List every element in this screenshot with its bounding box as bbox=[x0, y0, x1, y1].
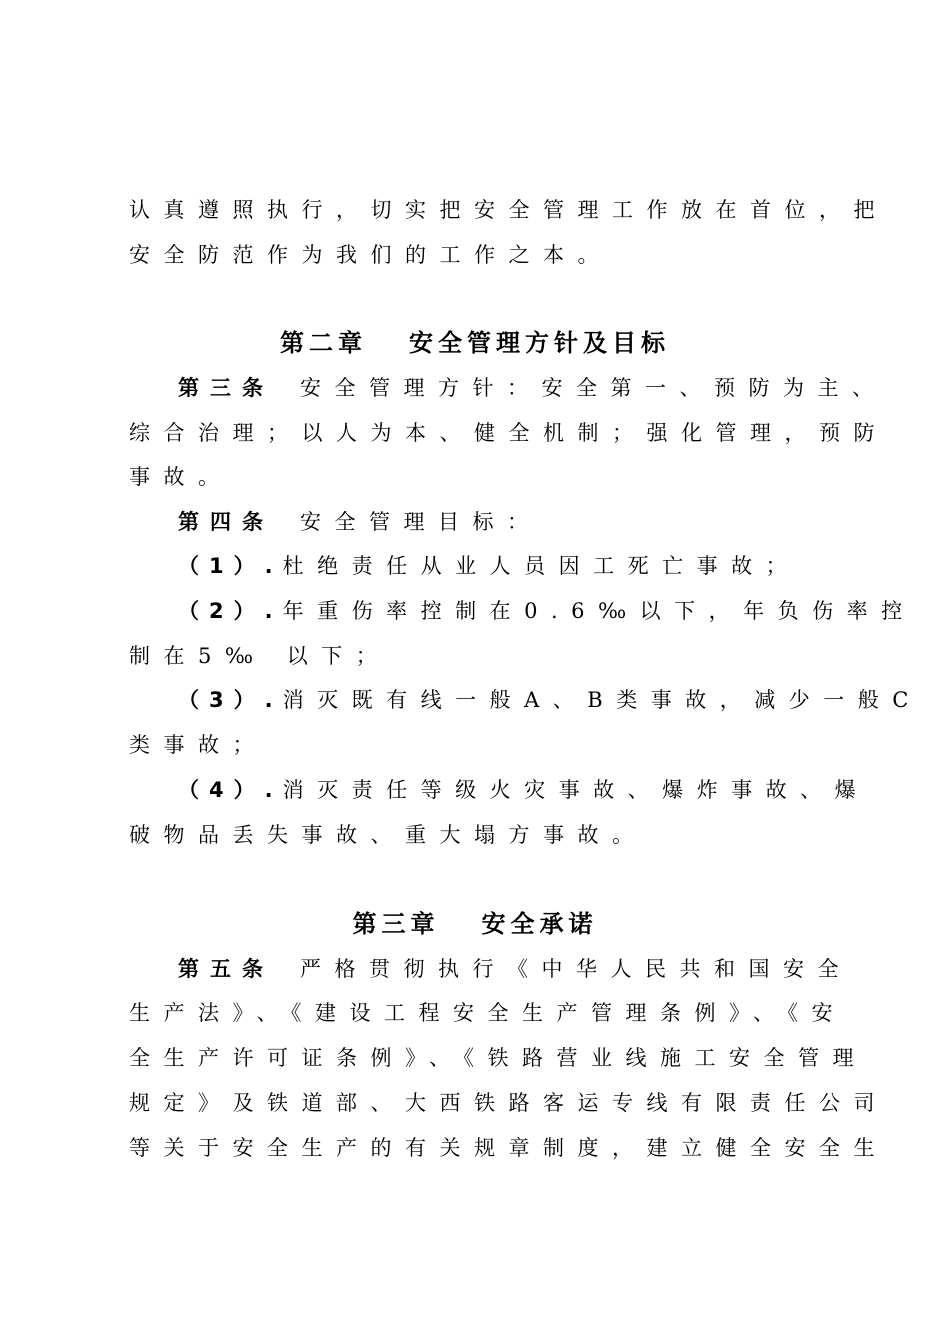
chapter-2-heading bbox=[0, 327, 950, 359]
chapter-2-number: 第二章 bbox=[280, 329, 367, 357]
goal-item-2-number: （2）. bbox=[178, 599, 283, 623]
chapter-3-title: 安全承诺 bbox=[481, 910, 598, 938]
goal-item-4-line-2: 破物品丢失事故、重大塌方事故。 bbox=[129, 823, 647, 847]
chapter-3-heading bbox=[0, 908, 950, 940]
article-4-text: 安全管理目标： bbox=[300, 510, 542, 534]
article-4-line-1 bbox=[178, 507, 878, 537]
intro-line-1: 认真遵照执行，切实把安全管理工作放在首位，把 bbox=[129, 198, 888, 222]
goal-item-1-number: （1）. bbox=[178, 554, 283, 578]
article-3-text-1: 安全管理方针：安全第一、预防为主、 bbox=[300, 376, 887, 400]
goal-item-2-line-2: 制在5‰ 以下； bbox=[129, 644, 391, 668]
article-5-text-1: 严格贯彻执行《中华人民共和国安全 bbox=[300, 957, 852, 981]
goal-item-4-number: （4）. bbox=[178, 778, 283, 802]
goal-item-1-text: 杜绝责任从业人员因工死亡事故； bbox=[282, 554, 801, 578]
article-3-line-3: 事故。 bbox=[129, 465, 233, 489]
goal-item-3 bbox=[178, 685, 922, 715]
chapter-2-title: 安全管理方针及目标 bbox=[409, 329, 670, 357]
article-5-line-3: 全生产许可证条例》、《铁路营业线施工安全管理 bbox=[129, 1046, 867, 1070]
article-3-label: 第三条 bbox=[178, 376, 274, 400]
goal-item-2-text-1: 年重伤率控制在0.6‰以下，年负伤率控 bbox=[282, 599, 916, 623]
goal-item-4 bbox=[178, 775, 878, 805]
goal-item-4-text-1: 消灭责任等级火灾事故、爆炸事故、爆 bbox=[282, 778, 870, 802]
article-5-line-2: 生产法》、《建设工程安全生产管理条例》、《安 bbox=[129, 1001, 846, 1025]
article-5-line-4: 规定》及铁道部、大西铁路客运专线有限责任公司 bbox=[129, 1091, 888, 1115]
article-5-line-1 bbox=[178, 954, 878, 984]
goal-item-3-line-2: 类事故； bbox=[129, 733, 267, 757]
article-3-line-1 bbox=[178, 373, 887, 403]
goal-item-3-text-1: 消灭既有线一般A、B类事故，减少一般C bbox=[282, 688, 922, 712]
article-5-line-5: 等关于安全生产的有关规章制度，建立健全安全生 bbox=[129, 1136, 888, 1160]
goal-item-3-number: （3）. bbox=[178, 688, 283, 712]
intro-line-2: 安全防范作为我们的工作之本。 bbox=[129, 243, 612, 267]
article-4-label: 第四条 bbox=[178, 510, 274, 534]
goal-item-1 bbox=[178, 551, 878, 581]
article-5-label: 第五条 bbox=[178, 957, 274, 981]
goal-item-2 bbox=[178, 596, 916, 626]
article-3-line-2: 综合治理；以人为本、健全机制；强化管理，预防 bbox=[129, 421, 888, 445]
chapter-3-number: 第三章 bbox=[352, 910, 440, 938]
